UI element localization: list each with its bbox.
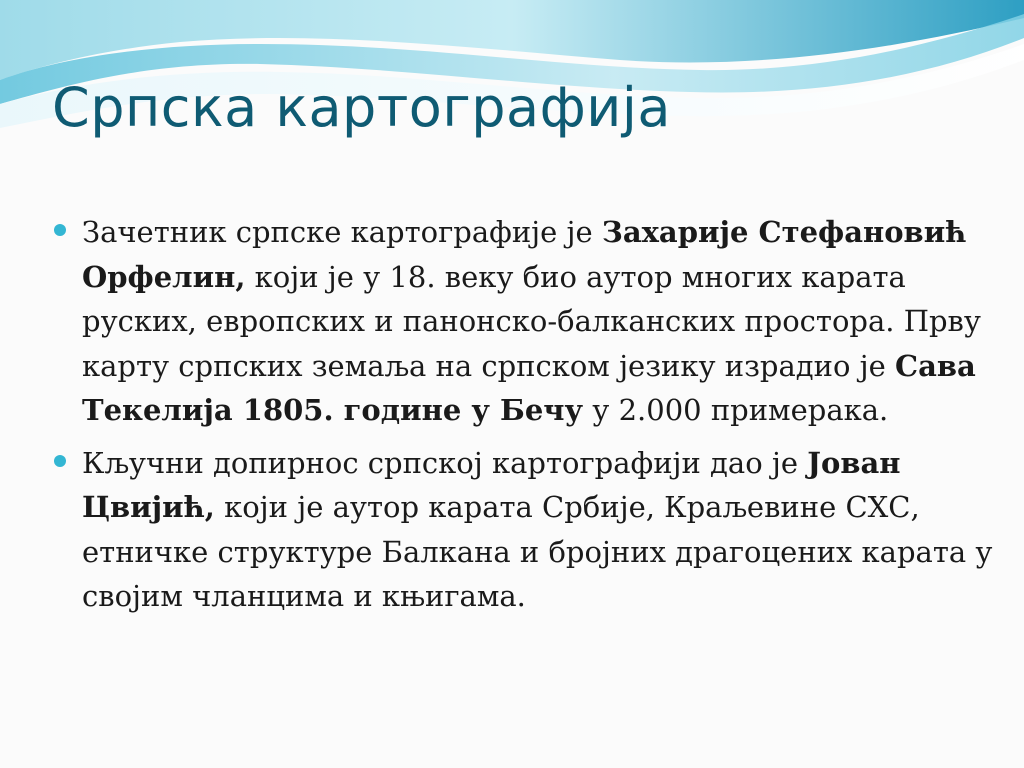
- bullet-bold-text: Јован Цвијић,: [82, 445, 901, 524]
- bullet-text: Кључни допирнос српској картографији дао је: [82, 445, 808, 480]
- bullet-text: у 2.000 примерака.: [583, 393, 889, 427]
- bullet-text: Зачетник српске картографије је: [82, 215, 602, 249]
- bullet-text: који је аутор карата Србије, Краљевине СХС, етничке структуре Балкана и бројних драгоцених карата у својим чланцима и књигама.: [82, 490, 993, 613]
- bullet-bold-text: Захарије Стефановић Орфелин,: [82, 215, 967, 294]
- bullet-bold-text: Сава Текелија 1805. године у Бечу: [82, 348, 976, 427]
- bullet-list: [52, 210, 1002, 627]
- bullet-dot-icon: [54, 224, 66, 236]
- bullet-item: [52, 441, 1002, 619]
- slide-title: Српска картографија: [52, 76, 671, 139]
- bullet-text: који је у 18. веку био аутор многих карата руских, европских и панонско-балканских простора. Прву карту српских земаља на српском језику израдио је: [82, 259, 981, 383]
- bullet-dot-icon: [54, 455, 66, 467]
- bullet-item: [52, 210, 1002, 433]
